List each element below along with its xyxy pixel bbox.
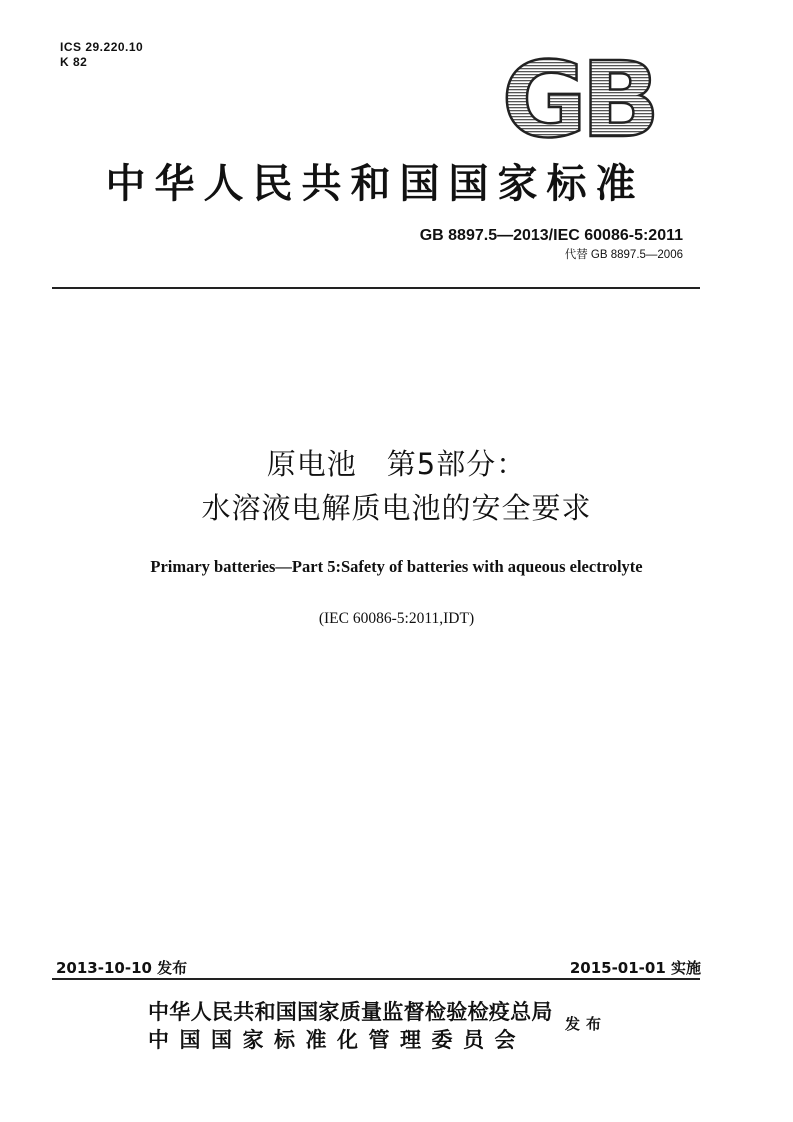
issue-date: 2013-10-10 发布 [56, 959, 188, 977]
category-code: K 82 [60, 55, 88, 69]
publisher-org-aqsiq: 中华人民共和国国家质量监督检验检疫总局 [148, 1000, 553, 1024]
implementation-date: 2015-01-01 实施 [569, 959, 701, 977]
title-zh-line1: 原电池 第5部分： [266, 447, 527, 481]
publisher-org-sac: 中国国家标准化管理委员会 [148, 1028, 526, 1052]
title-zh-line2: 水溶液电解质电池的安全要求 [201, 491, 592, 525]
bottom-divider [52, 978, 700, 980]
top-divider [52, 287, 700, 289]
standard-number: GB 8897.5—2013/IEC 60086-5:2011 [419, 227, 683, 244]
ics-code: ICS 29.220.10 [60, 40, 144, 54]
gb-logo [497, 50, 659, 142]
iec-equivalence: (IEC 60086-5:2011,IDT) [318, 610, 475, 627]
national-standard-heading: 中华人民共和国国家标准 [105, 161, 645, 207]
replaces-standard: 代替 GB 8897.5—2006 [564, 249, 683, 261]
title-en: Primary batteries—Part 5:Safety of batteries with aqueous electrolyte [150, 557, 643, 576]
svg-text:GB: GB [501, 50, 655, 142]
publish-label: 发布 [565, 1015, 608, 1033]
